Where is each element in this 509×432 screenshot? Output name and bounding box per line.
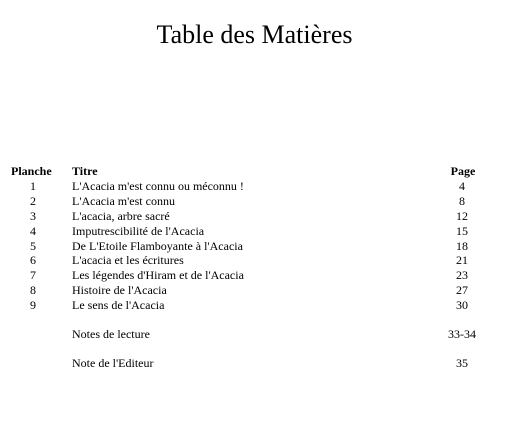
note-editeur-title: Note de l'Editeur — [72, 356, 154, 370]
toc-row — [0, 209, 509, 224]
planche-number: 3 — [30, 208, 36, 223]
toc-row — [0, 224, 509, 239]
planche-number: 5 — [30, 238, 36, 253]
planche-number: 1 — [30, 179, 36, 193]
planche-number: 7 — [30, 268, 36, 283]
entry-title: Imputrescibilité de l'Acacia — [72, 223, 205, 238]
toc-row — [0, 194, 509, 209]
entry-title: De L'Etoile Flamboyante à l'Acacia — [72, 238, 243, 253]
entry-title: L'acacia et les écritures — [72, 253, 184, 268]
column-header-titre: Titre — [72, 164, 98, 178]
note-editeur-row — [0, 356, 509, 370]
entry-title: Les légendes d'Hiram et de l'Acacia — [72, 268, 244, 283]
entry-title: Histoire de l'Acacia — [72, 283, 167, 298]
page-number: 15 — [456, 223, 468, 238]
page-number: 4 — [459, 179, 465, 193]
page-number: 8 — [459, 193, 465, 208]
toc-row — [0, 283, 509, 298]
toc-row — [0, 253, 509, 268]
document-title: Table des Matières — [156, 20, 353, 49]
entry-title: L'Acacia m'est connu ou méconnu ! — [72, 179, 244, 193]
page-number: 30 — [456, 298, 468, 313]
toc-row — [0, 268, 509, 283]
page-number: 21 — [456, 253, 468, 268]
entry-title: L'Acacia m'est connu — [72, 193, 175, 208]
planche-number: 8 — [30, 283, 36, 298]
notes-lecture-row — [0, 327, 509, 341]
notes-lecture-page: 33-34 — [448, 327, 476, 341]
planche-number: 2 — [30, 193, 36, 208]
note-editeur-page: 35 — [456, 356, 468, 370]
entry-title: L'acacia, arbre sacré — [72, 208, 170, 223]
column-header-page: Page — [450, 164, 476, 178]
column-header-planche: Planche — [11, 164, 52, 178]
planche-number: 4 — [30, 223, 36, 238]
toc-row — [0, 239, 509, 254]
toc-row — [0, 179, 509, 194]
planche-number: 9 — [30, 298, 36, 313]
page-number: 23 — [456, 268, 468, 283]
page-number: 27 — [456, 283, 468, 298]
entry-title: Le sens de l'Acacia — [72, 298, 165, 313]
page-number: 12 — [456, 208, 468, 223]
notes-lecture-title: Notes de lecture — [72, 327, 150, 341]
page-number: 18 — [456, 238, 468, 253]
toc-list — [0, 179, 509, 313]
toc-row — [0, 298, 509, 313]
planche-number: 6 — [30, 253, 36, 268]
